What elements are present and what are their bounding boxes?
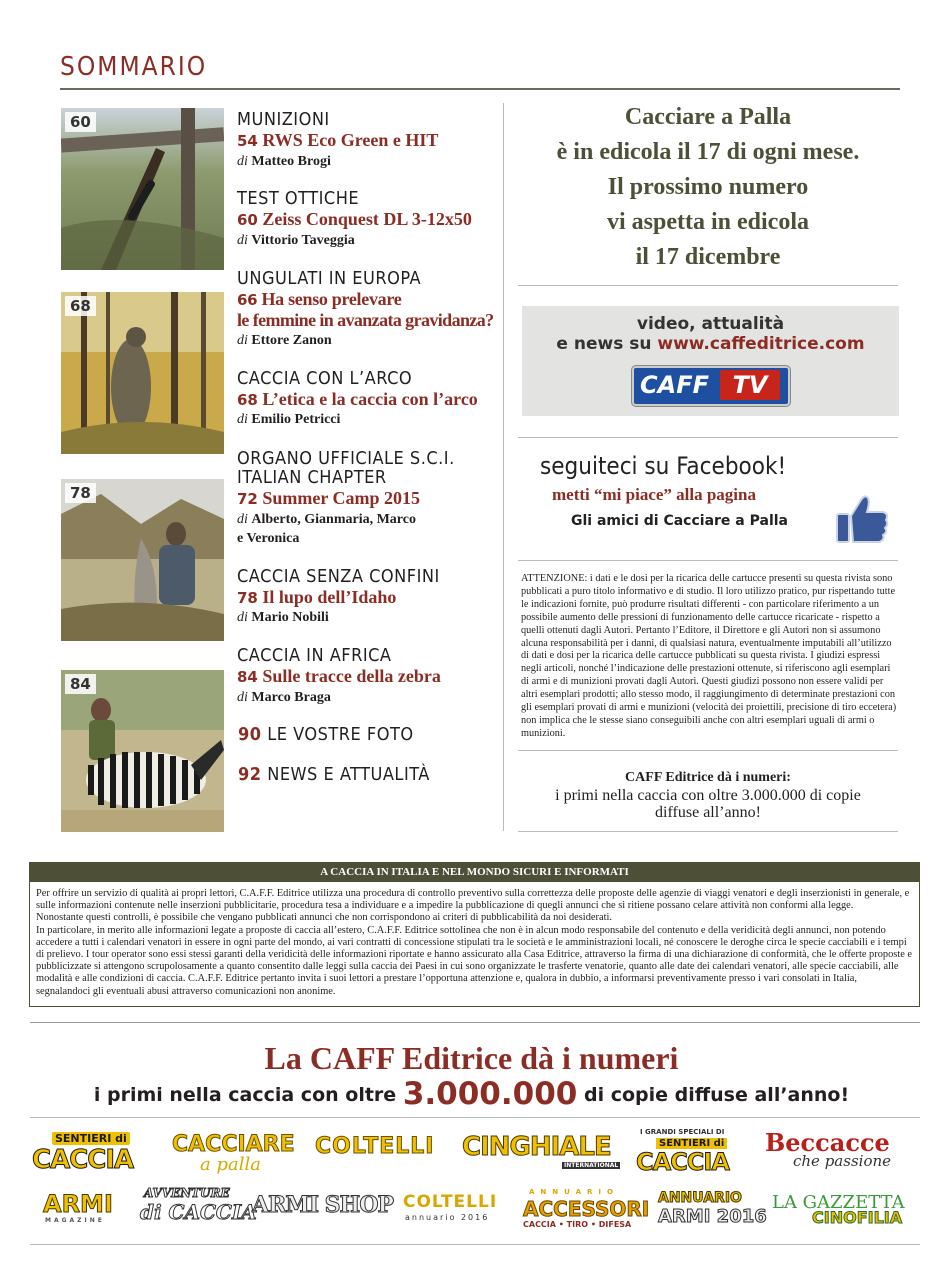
article-title-text: Ha senso prelevare xyxy=(261,289,402,309)
caff-tv-logo[interactable] xyxy=(632,366,790,406)
promo-url-link[interactable]: www.caffeditrice.com xyxy=(657,334,865,354)
subheadline-prefix: i primi nella caccia con oltre xyxy=(93,1084,397,1106)
author-prefix: di xyxy=(237,333,248,348)
edicola-line: Cacciare a Palla xyxy=(624,104,792,130)
author-name: Alberto, Gianmaria, Marco xyxy=(251,512,416,527)
article-page: 84 xyxy=(237,668,258,686)
edicola-announcement xyxy=(518,100,898,275)
page-number-badge: 84 xyxy=(65,674,96,694)
article-page: 78 xyxy=(237,589,258,607)
logo-sentieri-di-caccia[interactable] xyxy=(32,1132,154,1174)
promo-line: video, attualità xyxy=(636,314,785,334)
author-prefix: di xyxy=(237,690,248,705)
article-page: 54 xyxy=(237,132,258,150)
facebook-page-name[interactable]: Gli amici di Cacciare a Palla xyxy=(571,513,788,529)
logo-text-main: a palla xyxy=(200,1154,261,1175)
logo-coltelli-annuario[interactable] xyxy=(403,1192,499,1228)
notice-paragraph: Per offrire un servizio di qualità ai propri lettori, C.A.F.F. Editrice utilizza una procedura di controllo preventivo sulla correttezza delle proposte delle agenzie di viaggi venatori e degli inserzionisti in generale, e sulle informazioni contenute nelle inserzioni pubblicitarie, procedura tesa a individuare e a impedire la pubblicazione di quegli annunci che si ritiene possano celare attività non conformi alla legge. xyxy=(36,888,910,912)
caff-numbers-text xyxy=(518,787,898,821)
logo-text-main: CACCIA xyxy=(636,1148,729,1176)
article-title-line2[interactable]: le femmine in avanzata gravidanza? xyxy=(237,310,494,330)
edicola-line: è in edicola il 17 di ogni mese. xyxy=(556,139,860,165)
article-title-text: Il lupo dell’Idaho xyxy=(262,587,397,607)
article-title[interactable] xyxy=(237,488,420,510)
logo-tv-text: TV xyxy=(720,370,780,400)
article-title[interactable] xyxy=(237,289,401,311)
logo-text-main: ACCESSORI xyxy=(523,1197,650,1221)
author-name: Matteo Brogi xyxy=(251,154,331,169)
thumbnail-wolf[interactable] xyxy=(61,479,224,641)
rifle-photo xyxy=(61,108,224,270)
caff-headline: La CAFF Editrice dà i numeri xyxy=(264,1040,679,1076)
article-title-text: L’etica e la caccia con l’arco xyxy=(262,389,478,409)
logo-avventure-di-caccia[interactable] xyxy=(140,1186,257,1230)
section-label: CACCIA IN AFRICA xyxy=(237,645,392,666)
logo-text-main: CINOFILIA xyxy=(812,1208,903,1227)
author-name: Mario Nobili xyxy=(251,610,329,625)
article-author xyxy=(237,331,332,350)
edicola-line: Il prossimo numero xyxy=(607,174,809,200)
article-author-line2 xyxy=(237,529,299,548)
logo-text-top: LA GAZZETTA xyxy=(772,1192,905,1213)
thumbnail-bowhunter[interactable] xyxy=(61,292,224,454)
thumbnail-zebra[interactable] xyxy=(61,670,224,832)
article-author xyxy=(237,231,355,250)
edicola-line: vi aspetta in edicola xyxy=(607,209,809,235)
article-title[interactable] xyxy=(237,666,441,688)
divider xyxy=(30,1244,920,1245)
notice-body xyxy=(30,882,919,998)
section-label: MUNIZIONI xyxy=(237,109,330,130)
author-name: e Veronica xyxy=(237,531,300,546)
toc-item-photos[interactable] xyxy=(238,724,414,745)
logo-text-top: SENTIERI di xyxy=(52,1132,130,1145)
article-title-text: Sulle tracce della zebra xyxy=(262,666,441,686)
article-title-text: Zeiss Conquest DL 3-12x50 xyxy=(262,209,472,229)
logo-annuario-armi-2016[interactable] xyxy=(658,1190,767,1230)
page-number-badge: 68 xyxy=(65,296,96,316)
facebook-like-prompt: metti “mi piace” alla pagina xyxy=(552,485,756,504)
article-page: 66 xyxy=(237,291,258,309)
logo-text-sub: INTERNATIONAL xyxy=(564,1162,619,1169)
article-page: 60 xyxy=(237,211,258,229)
logo-caff-text: CAFF xyxy=(640,371,709,399)
divider xyxy=(30,1117,920,1118)
promo-prefix: e news su xyxy=(556,334,658,354)
caff-tv-promo[interactable] xyxy=(522,306,899,416)
logo-text-main: che passione xyxy=(793,1152,892,1170)
logo-text-top: ANNUARIO xyxy=(658,1190,742,1206)
logo-text-main: ARMI SHOP xyxy=(252,1192,394,1218)
article-page: 68 xyxy=(237,391,258,409)
author-name: Emilio Petricci xyxy=(251,412,341,427)
article-author xyxy=(237,410,340,429)
logo-text-main: ARMI 2016 xyxy=(658,1206,767,1227)
facebook-like-icon[interactable] xyxy=(835,492,889,544)
promo-line xyxy=(522,334,899,354)
bowhunter-photo xyxy=(61,292,224,454)
article-author xyxy=(237,152,331,171)
divider xyxy=(518,831,898,832)
logo-text-main: ARMI xyxy=(43,1190,113,1218)
logo-text-top: Beccacce xyxy=(765,1128,890,1157)
thumbnail-rifle[interactable] xyxy=(61,108,224,270)
subheadline-suffix: di copie diffuse all’anno! xyxy=(583,1084,850,1106)
divider xyxy=(518,560,898,561)
logo-text-top: ANNUARIO xyxy=(529,1188,619,1196)
logo-annuario-accessori[interactable] xyxy=(523,1188,650,1232)
edicola-line: il 17 dicembre xyxy=(635,244,781,270)
notice-paragraph: In particolare, in merito alle informazioni legate a proposte di caccia all’estero, C.A.F.F. Editrice sottolinea che non è in alcun modo responsabile del contenuto e della veridicità degli annunci, non potendo accedere a tutti i calendari venatori in essere in ogni parte del mondo, ai vari contratti di concessione stipulati tra le società e le amministrazioni locali, né conoscere le deroghe circa le specie cacciabili e i tempi di prelievo. I tour operator sono essi stessi garanti della veridicità delle informazioni riportate e hanno assicurato alla Casa Editrice, attraverso la firma di una dichiarazione di conformità, che le offerte proposte e pubblicizzate si attengono scrupolosamente a quanto consentito dalle leggi sulla caccia dei Paesi in cui sono organizzate le trasferte venatorie, quanto alle date dei calendari venatori, alle specie cacciabili, alle modalità e alle condizioni di caccia. C.A.F.F. Editrice pertanto invita i suoi lettori a prestare l’opportuna attenzione e, qualora in dubbio, a informarsi preventivamente presso i vari consolati in Italia, segnalandoci gli eventuali abusi attraverso comunicazioni non anonime. xyxy=(36,924,913,997)
caff-numbers-line: i primi nella caccia con oltre 3.000.000 di copie xyxy=(555,787,861,804)
divider xyxy=(30,1022,920,1023)
logo-text-mid: SENTIERI di xyxy=(656,1138,727,1149)
page-number-badge: 78 xyxy=(65,483,96,503)
logo-text-top: AVVENTURE xyxy=(144,1186,230,1200)
article-author xyxy=(237,510,416,529)
divider xyxy=(518,750,898,751)
author-prefix: di xyxy=(237,233,248,248)
caff-subheadline xyxy=(0,1076,943,1112)
article-title[interactable] xyxy=(237,130,438,152)
wolf-hunter-photo xyxy=(61,479,224,641)
author-name: Vittorio Taveggia xyxy=(251,233,355,248)
logo-text-main: CACCIA xyxy=(32,1145,134,1175)
logo-text-top: I GRANDI SPECIALI DI xyxy=(640,1128,725,1136)
zebra-hunter-photo xyxy=(61,670,224,832)
logo-beccacce-che-passione[interactable] xyxy=(765,1128,900,1174)
logo-text-sub: CACCIA • TIRO • DIFESA xyxy=(523,1220,632,1229)
section-label: ORGANO UFFICIALE S.C.I. xyxy=(237,448,455,469)
logo-armi-shop[interactable] xyxy=(252,1192,394,1222)
author-prefix: di xyxy=(237,610,248,625)
caff-numbers-heading: CAFF Editrice dà i numeri: xyxy=(625,770,791,785)
author-name: Marco Braga xyxy=(251,690,331,705)
logo-text-main: COLTELLI xyxy=(315,1134,435,1159)
logo-text-main: di CACCIA xyxy=(140,1200,257,1224)
copies-number: 3.000.000 xyxy=(402,1076,578,1112)
divider xyxy=(518,285,898,286)
author-prefix: di xyxy=(237,512,248,527)
logo-gazzetta-cinofilia[interactable] xyxy=(772,1192,914,1228)
logo-text-top: CACCIARE xyxy=(172,1132,295,1157)
logo-text-main: COLTELLI xyxy=(403,1192,498,1212)
column-divider xyxy=(503,103,504,831)
notice-paragraph: Nonostante questi controlli, è possibile che vengano pubblicati annunci che non corrispondono ai criteri di pubblicabilità da noi desiderati. xyxy=(36,912,612,924)
logo-cinghiale[interactable] xyxy=(462,1132,617,1174)
article-author xyxy=(237,688,331,707)
article-author xyxy=(237,608,329,627)
toc-label: LE VOSTRE FOTO xyxy=(267,724,414,745)
toc-label: NEWS E ATTUALITÀ xyxy=(267,764,430,785)
logo-armi-magazine[interactable] xyxy=(43,1190,128,1226)
article-title-text: Summer Camp 2015 xyxy=(262,488,421,508)
toc-page: 90 xyxy=(238,724,262,745)
toc-item-news[interactable] xyxy=(238,764,430,785)
logo-grandi-speciali[interactable] xyxy=(634,1128,744,1176)
section-label-line2: ITALIAN CHAPTER xyxy=(237,467,387,488)
article-title[interactable] xyxy=(237,587,396,609)
page-number-badge: 60 xyxy=(65,112,96,132)
article-title-text: RWS Eco Green e HIT xyxy=(262,130,439,150)
author-prefix: di xyxy=(237,412,248,427)
hunting-notice-box xyxy=(29,862,920,1007)
article-title[interactable] xyxy=(237,389,478,411)
section-label: CACCIA CON L’ARCO xyxy=(237,368,413,389)
facebook-heading[interactable]: seguiteci su Facebook! xyxy=(540,452,787,480)
section-label: CACCIA SENZA CONFINI xyxy=(237,566,440,587)
author-name: Ettore Zanon xyxy=(251,333,332,348)
article-page: 72 xyxy=(237,490,258,508)
author-prefix: di xyxy=(237,154,248,169)
reloading-disclaimer: ATTENZIONE: i dati e le dosi per la ricarica delle cartucce presenti su questa rivista sono pubblicati a puro titolo informativo e di studio. Il loro utilizzo pratico, pur rispettando tutte le indicazioni fornite, può produrre risultati differenti - con particolare riferimento a un possibile aumento delle pressioni di funzionamento delle cartucce ricaricate - rispetto a quelli ottenuti dagli Autori. Pertanto l’Editore, il Direttore e gli Autori non si assumono alcuna responsabilità per i danni, di qualsiasi natura, eventualmente imputabili all’utilizzo di dati e dosi per la ricarica delle cartucce pubblicati su questa rivista. I giudizi espressi negli articoli, nonché l’indicazione delle prestazioni ottenute, si riferiscono agli esemplari di armi e di munizioni provati dagli Autori. Questi giudizi possono non essere validi per altri esemplari prodotti; allo stesso modo, il raggiungimento di determinate prestazioni con gli esemplari provati di armi e munizioni (velocità dei proiettili, precisione di tiro eccetera) non implica che le stesse siano conseguibili anche con altri esemplari uguali di armi o munizioni. xyxy=(521,573,897,739)
logo-text-main: CINGHIALE xyxy=(462,1132,611,1162)
divider xyxy=(518,437,898,438)
logo-text-sub: MAGAZINE xyxy=(45,1217,105,1224)
article-title[interactable] xyxy=(237,209,472,231)
page-title: SOMMARIO xyxy=(60,52,208,82)
caff-numbers-line: diffuse all’anno! xyxy=(655,804,761,821)
header-rule xyxy=(60,88,900,90)
logo-cacciare-a-palla[interactable] xyxy=(172,1132,304,1174)
section-label: TEST OTTICHE xyxy=(237,188,360,209)
notice-heading: A CACCIA IN ITALIA E NEL MONDO SICURI E INFORMATI xyxy=(30,863,919,882)
section-label: UNGULATI IN EUROPA xyxy=(237,268,422,289)
logo-text-sub: annuario 2016 xyxy=(405,1213,490,1222)
toc-page: 92 xyxy=(238,764,262,785)
logo-coltelli[interactable] xyxy=(315,1134,440,1164)
